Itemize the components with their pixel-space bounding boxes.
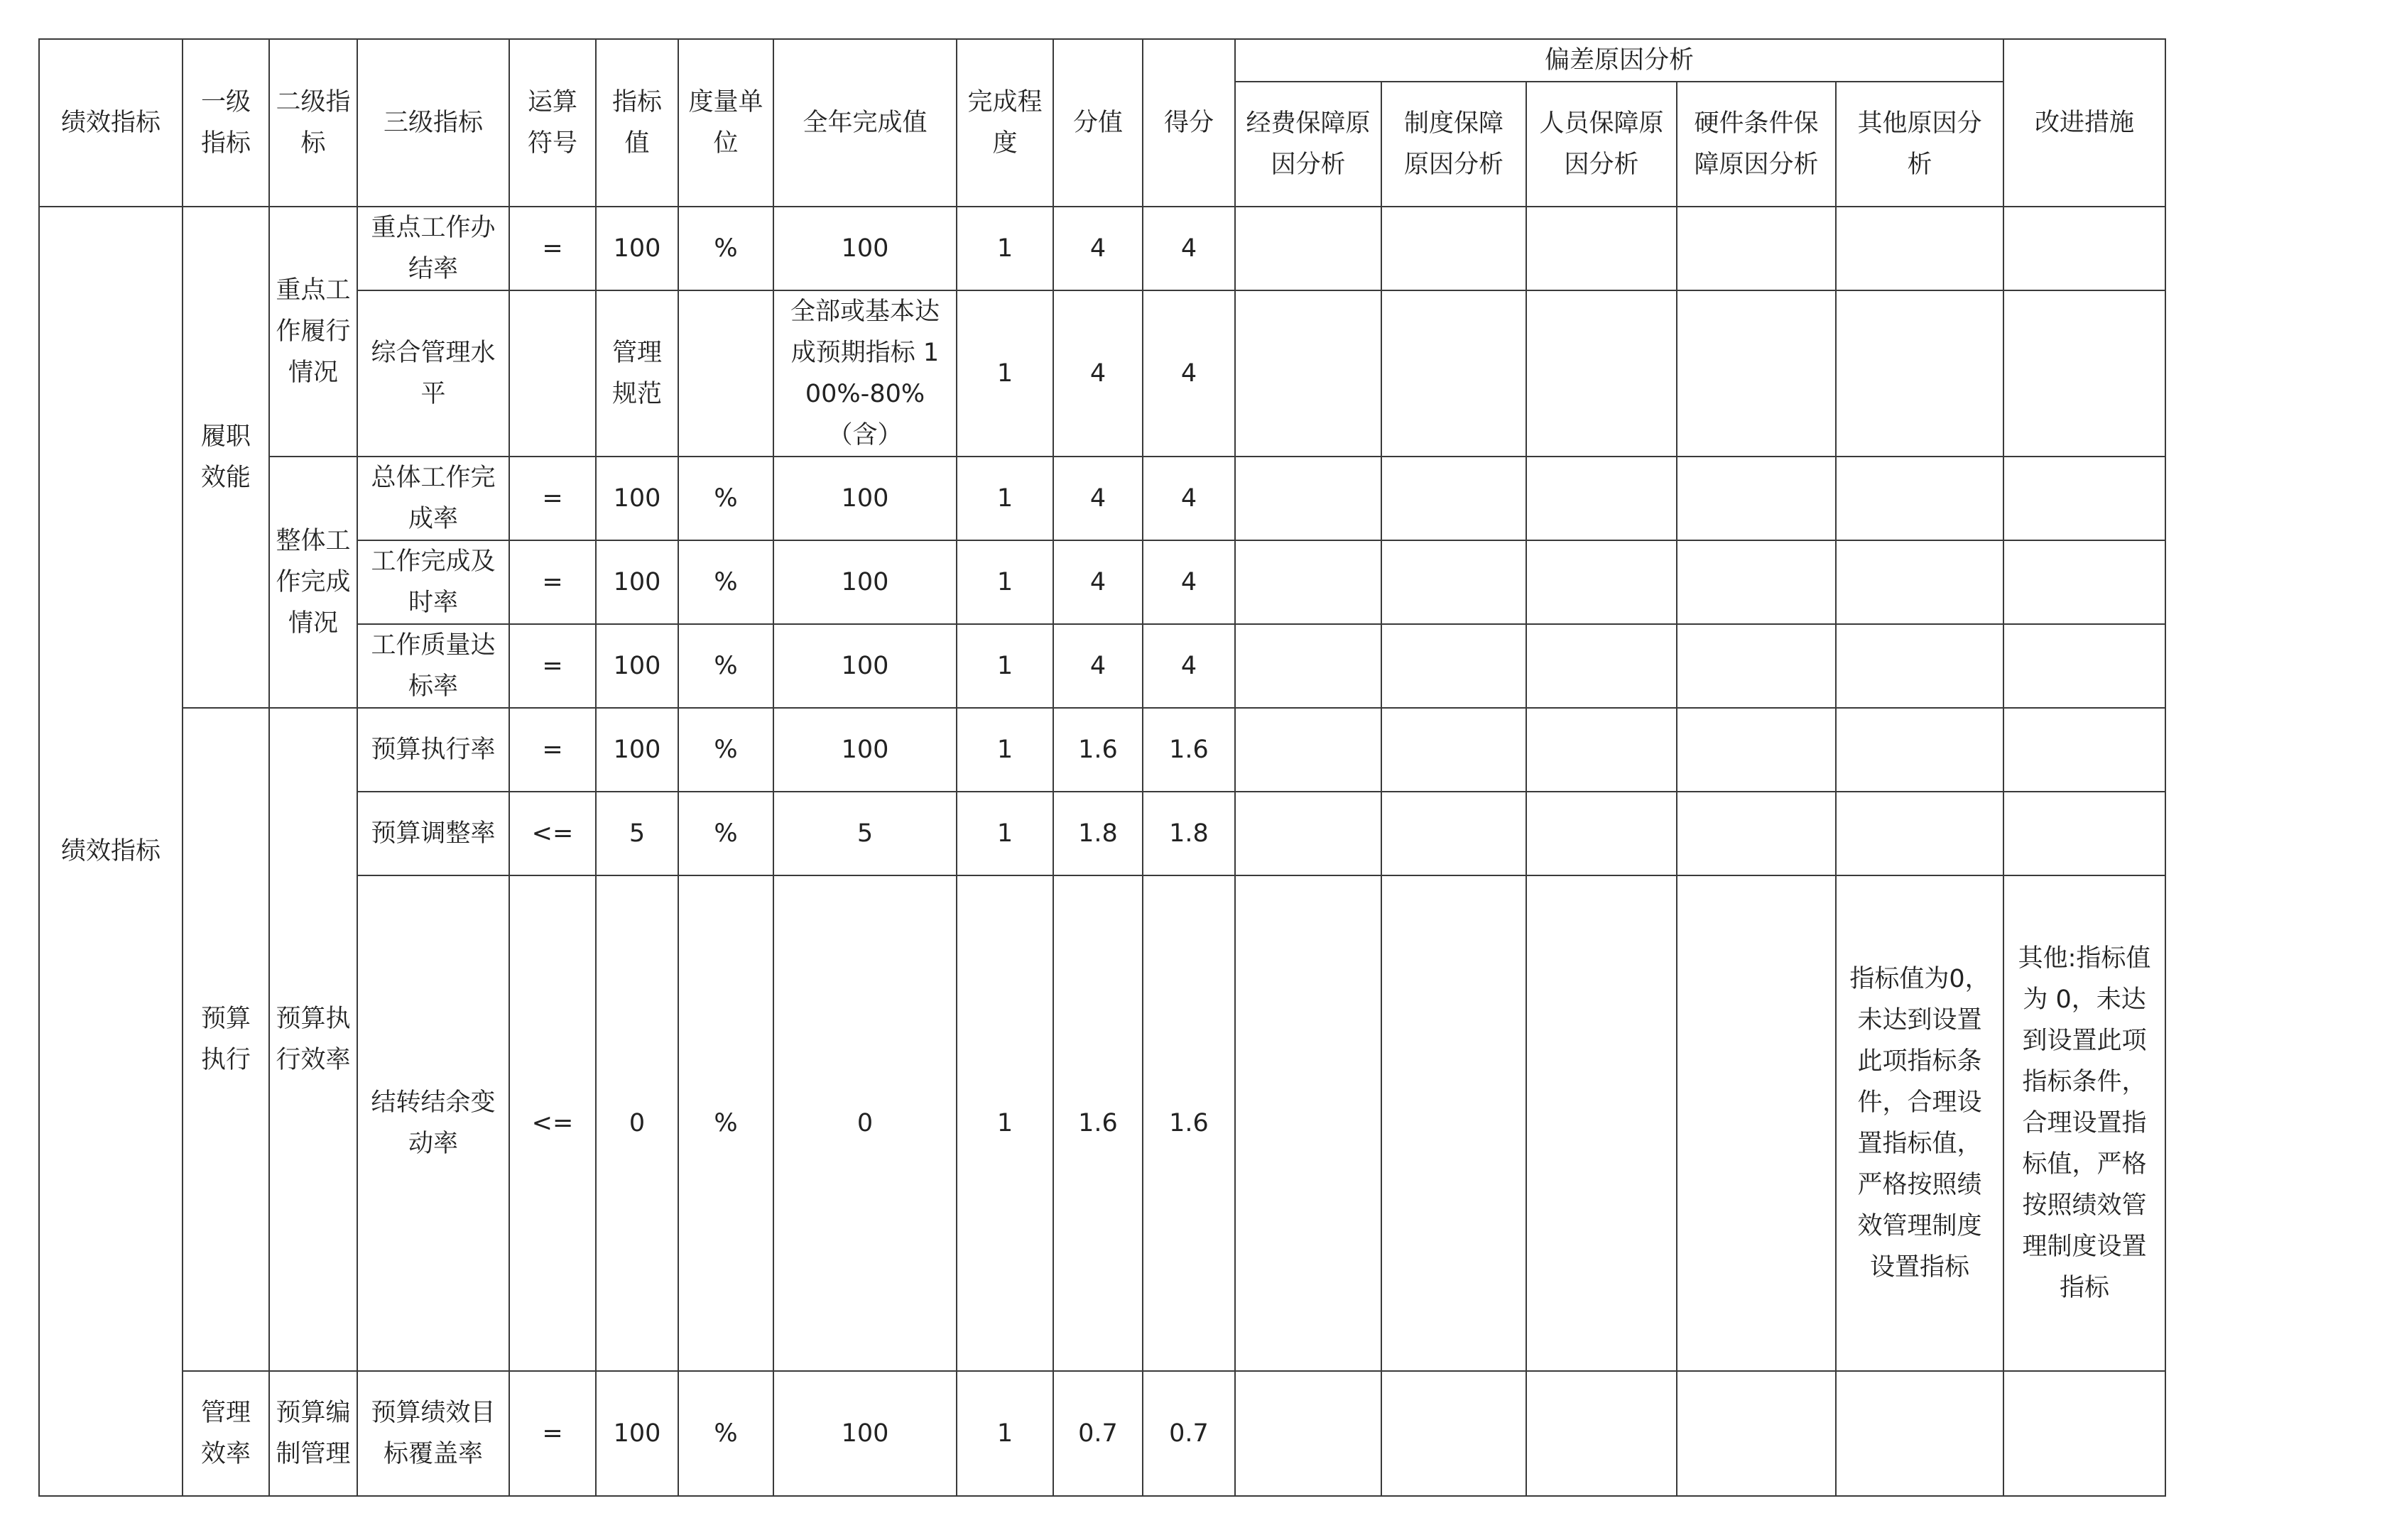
cell-other: 指标值为0，未达到设置此项指标条件，合理设置指标值，严格按照绩效管理制度设置指标	[1836, 875, 2003, 1371]
group-l1-mgmt: 管理效率	[183, 1371, 269, 1496]
cell-score: 4	[1143, 207, 1235, 290]
cell-personnel	[1526, 540, 1677, 624]
header-target: 指标值	[596, 39, 678, 207]
cell-personnel	[1526, 457, 1677, 540]
cell-improvement	[2003, 540, 2165, 624]
cell-system	[1381, 207, 1526, 290]
cell-funding	[1235, 875, 1381, 1371]
cell-score-value: 1.6	[1053, 875, 1143, 1371]
cell-score: 4	[1143, 290, 1235, 457]
cell-score-value: 0.7	[1053, 1371, 1143, 1496]
cell-annual: 100	[773, 540, 957, 624]
cell-unit: %	[678, 624, 773, 708]
cell-hardware	[1677, 540, 1836, 624]
cell-other	[1836, 792, 2003, 875]
cell-annual: 100	[773, 624, 957, 708]
cell-system	[1381, 540, 1526, 624]
cell-l3: 预算调整率	[357, 792, 509, 875]
group-l2-overall: 整体工作完成情况	[269, 457, 357, 708]
cell-l3: 结转结余变动率	[357, 875, 509, 1371]
cell-hardware	[1677, 624, 1836, 708]
header-deviation-group: 偏差原因分析	[1235, 39, 2003, 82]
cell-completion: 1	[957, 207, 1053, 290]
cell-personnel	[1526, 875, 1677, 1371]
cell-other	[1836, 290, 2003, 457]
cell-target: 100	[596, 540, 678, 624]
cell-score: 4	[1143, 457, 1235, 540]
cell-hardware	[1677, 207, 1836, 290]
cell-score-value: 1.8	[1053, 792, 1143, 875]
cell-unit: %	[678, 540, 773, 624]
cell-score: 1.8	[1143, 792, 1235, 875]
cell-l3: 预算执行率	[357, 708, 509, 792]
cell-score-value: 1.6	[1053, 708, 1143, 792]
cell-improvement	[2003, 792, 2165, 875]
cell-completion: 1	[957, 457, 1053, 540]
cell-target: 100	[596, 207, 678, 290]
header-improvement: 改进措施	[2003, 39, 2165, 207]
cell-funding	[1235, 624, 1381, 708]
cell-target: 100	[596, 624, 678, 708]
cell-score-value: 4	[1053, 207, 1143, 290]
cell-score: 4	[1143, 624, 1235, 708]
cell-operator: =	[509, 624, 596, 708]
cell-operator	[509, 290, 596, 457]
cell-system	[1381, 290, 1526, 457]
cell-l3: 工作完成及时率	[357, 540, 509, 624]
cell-annual: 100	[773, 708, 957, 792]
header-annual-value: 全年完成值	[773, 39, 957, 207]
cell-system	[1381, 792, 1526, 875]
cell-hardware	[1677, 792, 1836, 875]
cell-funding	[1235, 792, 1381, 875]
group-perf-indicator: 绩效指标	[39, 207, 183, 1496]
cell-annual: 5	[773, 792, 957, 875]
cell-other	[1836, 1371, 2003, 1496]
cell-other	[1836, 457, 2003, 540]
cell-hardware	[1677, 457, 1836, 540]
header-level2: 二级指标	[269, 39, 357, 207]
cell-unit	[678, 290, 773, 457]
cell-funding	[1235, 1371, 1381, 1496]
cell-annual: 100	[773, 207, 957, 290]
cell-hardware	[1677, 708, 1836, 792]
cell-completion: 1	[957, 290, 1053, 457]
cell-completion: 1	[957, 792, 1053, 875]
cell-l3: 工作质量达标率	[357, 624, 509, 708]
group-l1-budget: 预算执行	[183, 708, 269, 1371]
header-unit: 度量单位	[678, 39, 773, 207]
cell-completion: 1	[957, 540, 1053, 624]
cell-hardware	[1677, 290, 1836, 457]
cell-score-value: 4	[1053, 624, 1143, 708]
cell-unit: %	[678, 792, 773, 875]
cell-personnel	[1526, 1371, 1677, 1496]
cell-score-value: 4	[1053, 540, 1143, 624]
cell-operator: =	[509, 207, 596, 290]
cell-hardware	[1677, 1371, 1836, 1496]
header-funding-analysis: 经费保障原因分析	[1235, 82, 1381, 207]
cell-hardware	[1677, 875, 1836, 1371]
cell-operator: =	[509, 457, 596, 540]
header-completion: 完成程度	[957, 39, 1053, 207]
cell-score: 4	[1143, 540, 1235, 624]
cell-unit: %	[678, 875, 773, 1371]
group-l1-duty: 履职效能	[183, 207, 269, 708]
cell-unit: %	[678, 708, 773, 792]
header-perf-indicator: 绩效指标	[39, 39, 183, 207]
cell-funding	[1235, 290, 1381, 457]
cell-score: 1.6	[1143, 708, 1235, 792]
cell-completion: 1	[957, 708, 1053, 792]
cell-operator: <=	[509, 875, 596, 1371]
cell-l3: 综合管理水平	[357, 290, 509, 457]
cell-improvement	[2003, 624, 2165, 708]
cell-system	[1381, 1371, 1526, 1496]
cell-l3: 总体工作完成率	[357, 457, 509, 540]
cell-l3: 重点工作办结率	[357, 207, 509, 290]
header-level3: 三级指标	[357, 39, 509, 207]
header-level1: 一级指标	[183, 39, 269, 207]
cell-unit: %	[678, 457, 773, 540]
header-score: 得分	[1143, 39, 1235, 207]
cell-unit: %	[678, 1371, 773, 1496]
cell-personnel	[1526, 290, 1677, 457]
cell-funding	[1235, 207, 1381, 290]
cell-target: 管理规范	[596, 290, 678, 457]
header-hardware-analysis: 硬件条件保障原因分析	[1677, 82, 1836, 207]
cell-improvement	[2003, 207, 2165, 290]
cell-improvement	[2003, 457, 2165, 540]
cell-system	[1381, 875, 1526, 1371]
header-score-value: 分值	[1053, 39, 1143, 207]
cell-system	[1381, 624, 1526, 708]
cell-improvement	[2003, 708, 2165, 792]
cell-operator: =	[509, 708, 596, 792]
cell-personnel	[1526, 792, 1677, 875]
header-operator: 运算符号	[509, 39, 596, 207]
cell-system	[1381, 457, 1526, 540]
cell-other	[1836, 708, 2003, 792]
cell-annual: 0	[773, 875, 957, 1371]
cell-unit: %	[678, 207, 773, 290]
cell-improvement: 其他:指标值为 0，未达到设置此项指标条件，合理设置指标值，严格按照绩效管理制度设置指标	[2003, 875, 2165, 1371]
cell-funding	[1235, 708, 1381, 792]
cell-operator: =	[509, 1371, 596, 1496]
cell-system	[1381, 708, 1526, 792]
cell-annual: 100	[773, 457, 957, 540]
cell-score-value: 4	[1053, 457, 1143, 540]
group-l2-budget-exec: 预算执行效率	[269, 708, 357, 1371]
cell-target: 0	[596, 875, 678, 1371]
header-personnel-analysis: 人员保障原因分析	[1526, 82, 1677, 207]
cell-completion: 1	[957, 875, 1053, 1371]
cell-score: 0.7	[1143, 1371, 1235, 1496]
cell-other	[1836, 540, 2003, 624]
cell-target: 100	[596, 457, 678, 540]
cell-completion: 1	[957, 1371, 1053, 1496]
cell-improvement	[2003, 290, 2165, 457]
cell-annual: 100	[773, 1371, 957, 1496]
performance-indicator-table	[38, 38, 2166, 1497]
cell-operator: <=	[509, 792, 596, 875]
cell-improvement	[2003, 1371, 2165, 1496]
cell-other	[1836, 624, 2003, 708]
cell-funding	[1235, 540, 1381, 624]
cell-score-value: 4	[1053, 290, 1143, 457]
cell-completion: 1	[957, 624, 1053, 708]
cell-target: 100	[596, 1371, 678, 1496]
cell-target: 5	[596, 792, 678, 875]
group-l2-budget-prep: 预算编制管理	[269, 1371, 357, 1496]
group-l2-key: 重点工作履行情况	[269, 207, 357, 457]
cell-funding	[1235, 457, 1381, 540]
cell-personnel	[1526, 708, 1677, 792]
cell-l3: 预算绩效目标覆盖率	[357, 1371, 509, 1496]
cell-other	[1836, 207, 2003, 290]
cell-personnel	[1526, 624, 1677, 708]
cell-score: 1.6	[1143, 875, 1235, 1371]
cell-annual: 全部或基本达成预期指标 100%-80%（含）	[773, 290, 957, 457]
cell-personnel	[1526, 207, 1677, 290]
header-system-analysis: 制度保障原因分析	[1381, 82, 1526, 207]
cell-target: 100	[596, 708, 678, 792]
header-other-analysis: 其他原因分析	[1836, 82, 2003, 207]
cell-operator: =	[509, 540, 596, 624]
